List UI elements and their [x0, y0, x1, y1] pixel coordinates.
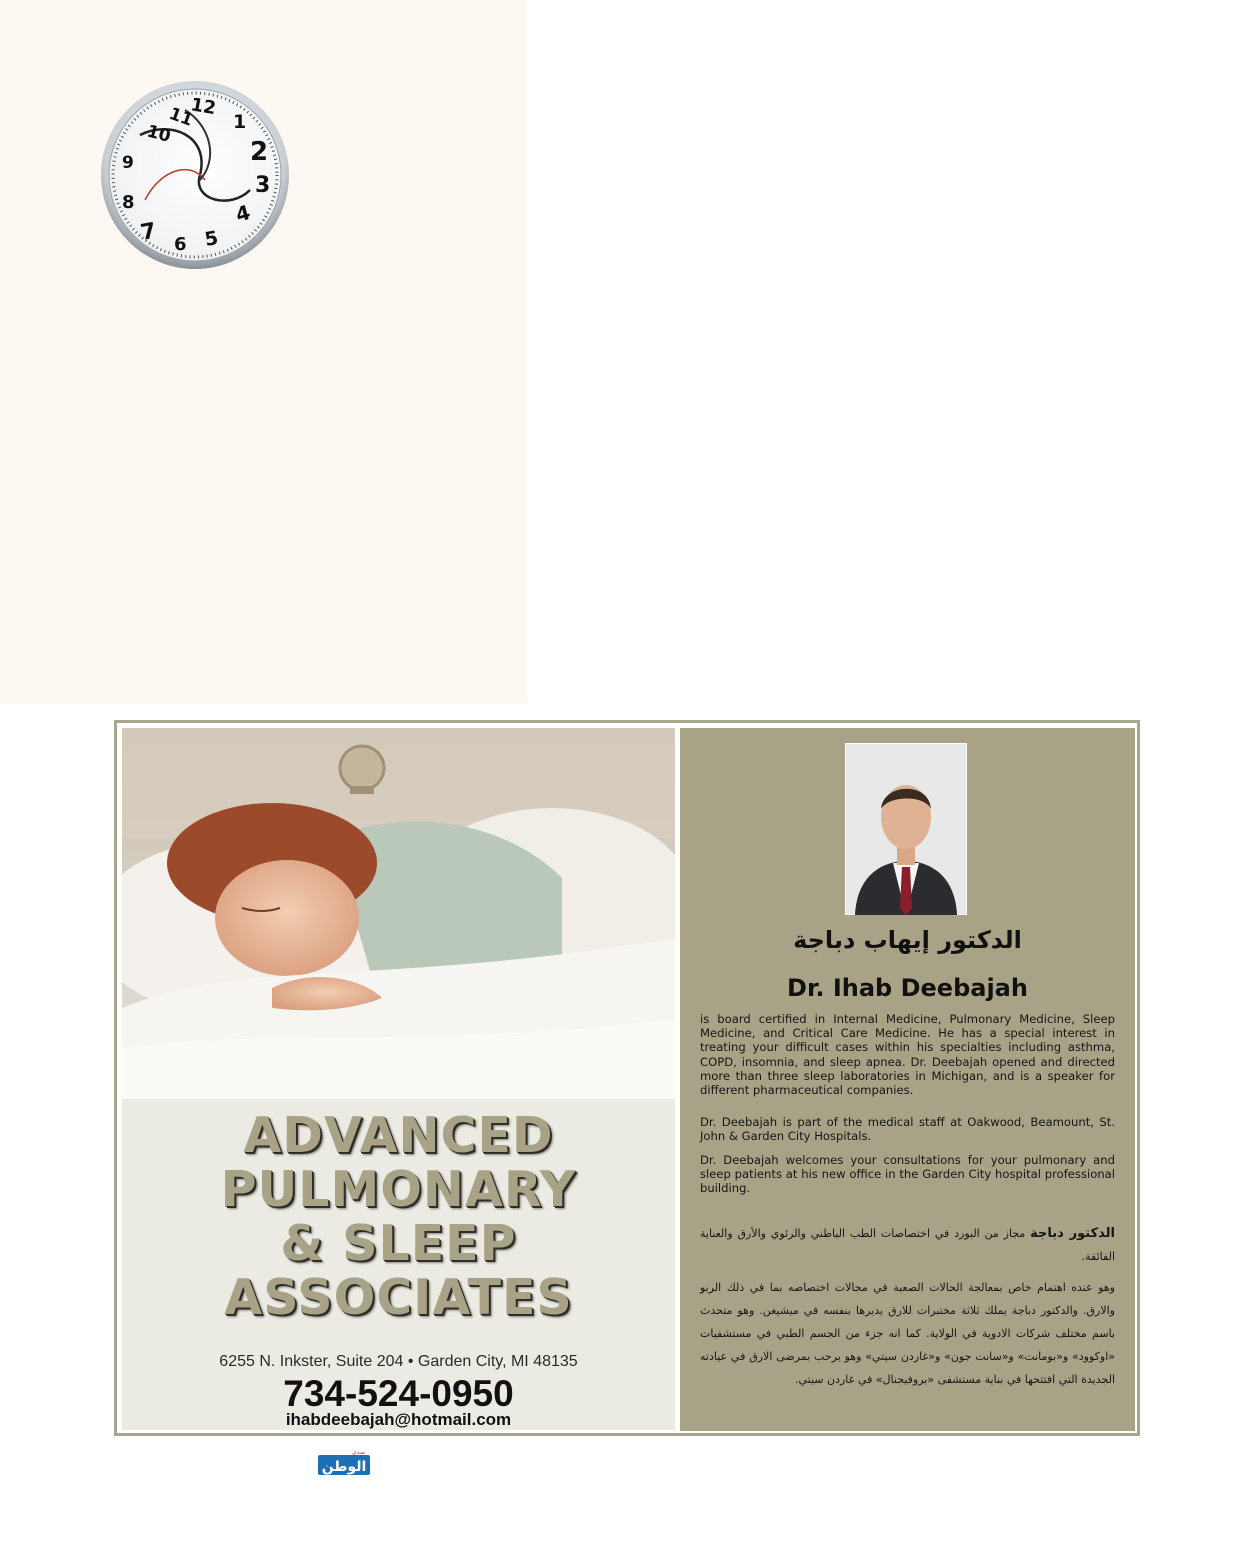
clock-numeral: 1	[233, 111, 247, 133]
sleeping-woman-photo	[122, 728, 675, 1099]
melting-clock-illustration	[100, 80, 290, 270]
clock-numeral: 12	[189, 94, 218, 120]
arabic-lead: الدكتور دباجة	[1030, 1226, 1116, 1241]
clock-numeral: 3	[255, 173, 271, 198]
clock-numeral: 11	[166, 103, 196, 131]
email-address: ihabdeebajah@hotmail.com	[285, 1410, 512, 1429]
clock-numeral: 6	[174, 234, 187, 255]
brand-line: ADVANCED	[243, 1107, 554, 1164]
arabic-paragraph: وهو عنده اهتمام خاص بمعالجة الحالات الصعبة في مجالات اختصاصه بما في ذلك الربو والارق. والدكتور دباجة يملك ثلاثة مختبرات للارق يديرها بنفسه في ميشيغن. وهو متحدث باسم مختلف شركات الادوية في الولاية. كما انه جزء من الجسم الطبي في مستشفيات «اوكوود» و«بومانت» و«سانت جون» و«غاردن سيتي» وهو يرحب بمرضى الارق في عيادته الجديدة التي افتتحها في بناية مستشفى «بروفيجنال» في غاردن سيتي.	[700, 1281, 1115, 1386]
al-watan-logo	[316, 1447, 372, 1477]
clock-numeral: 5	[203, 226, 220, 251]
clock-numeral: 7	[138, 218, 159, 246]
clock-numeral: 2	[250, 137, 269, 167]
bio-paragraph: Dr. Deebajah is part of the medical staff at Oakwood, Beamount, St. John & Garden City Hospitals.	[700, 1115, 1115, 1144]
bio-paragraph: is board certified in Internal Medicine, Pulmonary Medicine, Sleep Medicine, and Critical Care Medicine. He has a special interest in treating your difficult cases within his specialties including asthma, COPD, insomnia, and sleep apnea. Dr. Deebajah opened and directed more than three sleep laboratories in Michigan, and is a speaker for different pharmaceutical companies.	[700, 1012, 1115, 1098]
clock-numeral: 9	[122, 153, 134, 173]
phone-number: 734-524-0950	[283, 1373, 514, 1414]
doctor-bio-panel	[680, 728, 1135, 1431]
doctor-name: Dr. Ihab Deebajah	[787, 974, 1028, 1002]
clock-numeral: 4	[233, 200, 253, 227]
arabic-text: مجاز من البورد في اختصاصات الطب الباطني والرئوي والأرق والعناية الفائقة.	[700, 1227, 1115, 1263]
logo-small-text: صدى	[352, 1449, 365, 1456]
arabic-paragraph	[700, 1222, 1115, 1268]
brand-line: ASSOCIATES	[224, 1269, 573, 1326]
logo-main-text: الوطن	[321, 1459, 367, 1475]
address: 6255 N. Inkster, Suite 204 • Garden City, MI 48135	[219, 1353, 578, 1370]
brand-line: & SLEEP	[280, 1215, 517, 1272]
brand-line: PULMONARY	[220, 1161, 577, 1218]
doctor-name-arabic: الدكتور إيهاب دباجة	[793, 926, 1022, 954]
clock-numeral: 8	[122, 192, 135, 213]
advertisement	[114, 720, 1140, 1436]
practice-info-panel	[122, 1099, 675, 1430]
clock-numeral: 10	[144, 121, 173, 147]
bio-paragraph: Dr. Deebajah welcomes your consultations for your pulmonary and sleep patients at his new office in the Garden City hospital professional building.	[700, 1153, 1115, 1196]
doctor-portrait	[845, 743, 967, 915]
